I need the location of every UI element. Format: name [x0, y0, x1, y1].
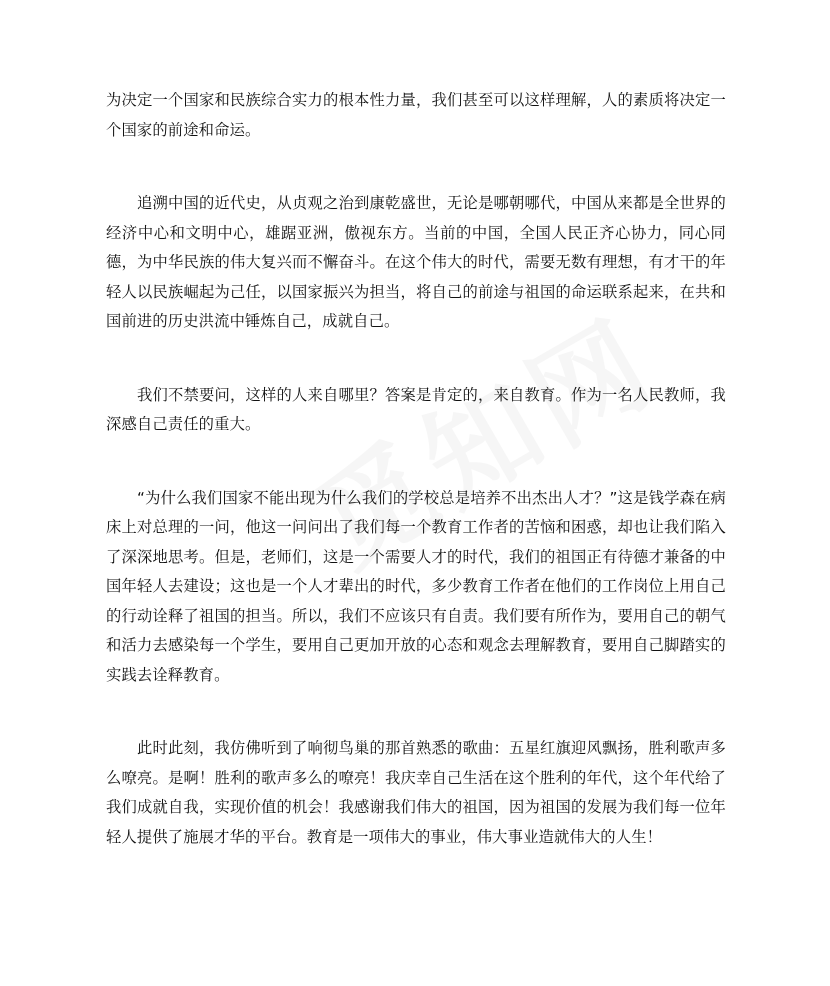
paragraph-4: “为什么我们国家不能出现为什么我们的学校总是培养不出杰出人才？”这是钱学森在病床上对总理的一问，他这一问问出了我们每一个教育工作者的苦恼和困惑，却也让我们陷入了深深地思考。但是，老师们，这是一个需要人才的时代，我们的祖国正有待德才兼备的中国年轻人去建设；这也是一个人才辈出的时代，多少教育工作者在他们的工作岗位上用自己的行动诠释了祖国的担当。所以，我们不应该只有自责。我们要有所作为，要用自己的朝气和活力去感染每一个学生，要用自己更加开放的心态和观念去理解教育，要用自己脚踏实的实践去诠释教育。 — [106, 488, 726, 684]
paragraph-3: 我们不禁要问，这样的人来自哪里？答案是肯定的，来自教育。作为一名人民教师，我深感自己责任的重大。 — [106, 385, 726, 433]
document-body — [106, 86, 726, 896]
paragraph-2: 追溯中国的近代史，从贞观之治到康乾盛世，无论是哪朝哪代，中国从来都是全世界的经济中心和文明中心，雄踞亚洲，傲视东方。当前的中国，全国人民正齐心协力，同心同德，为中华民族的伟大复兴而不懈奋斗。在这个伟大的时代，需要无数有理想，有才干的年轻人以民族崛起为己任，以国家振兴为担当，将自己的前途与祖国的命运联系起来，在共和国前进的历史洪流中锤炼自己，成就自己。 — [106, 194, 726, 330]
paragraph-5: 此时此刻，我仿佛听到了响彻鸟巢的那首熟悉的歌曲：五星红旗迎风飘扬，胜利歌声多么嘹亮。是啊！胜利的歌声多么的嘹亮！我庆幸自己生活在这个胜利的年代，这个年代给了我们成就自我，实现价值的机会！我感谢我们伟大的祖国，因为祖国的发展为我们每一位年轻人提供了施展才华的平台。教育是一项伟大的事业，伟大事业造就伟大的人生！ — [106, 739, 726, 846]
paragraph-1: 为决定一个国家和民族综合实力的根本性力量，我们甚至可以这样理解，人的素质将决定一个国家的前途和命运。 — [106, 91, 726, 139]
